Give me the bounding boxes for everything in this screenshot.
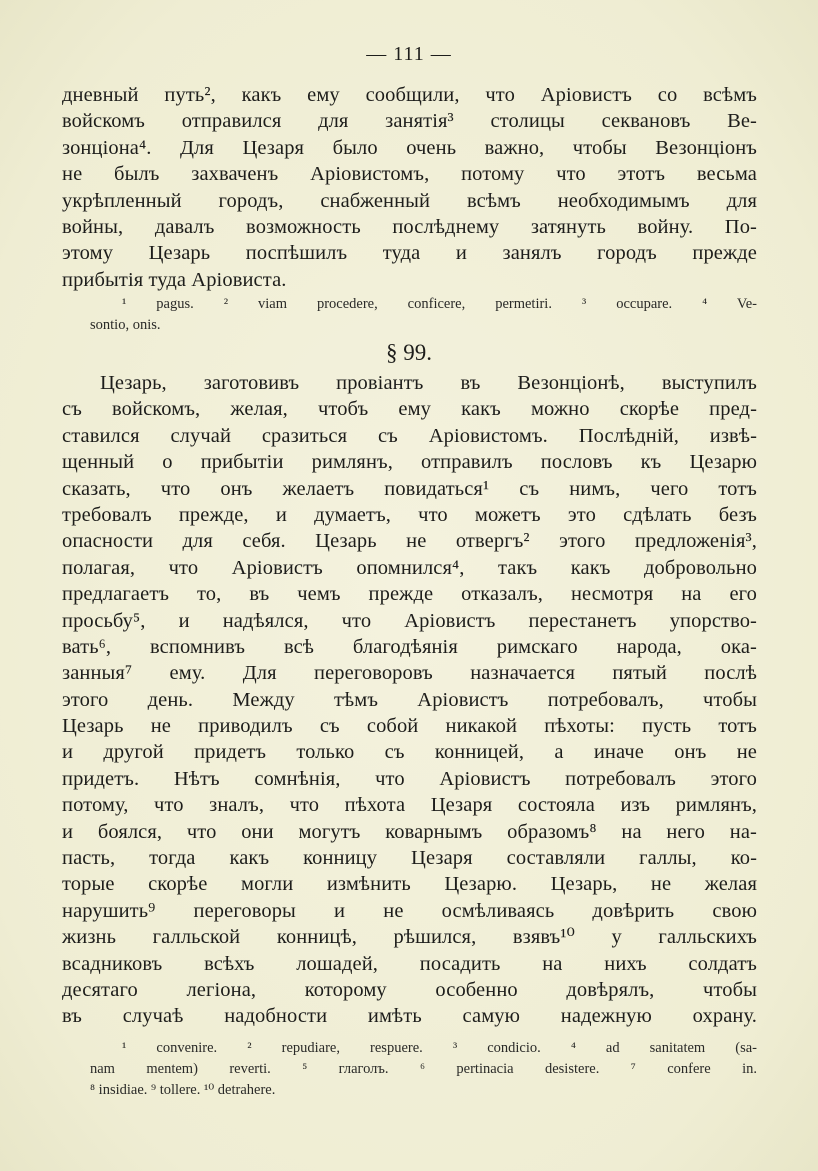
footnote-line: ⁸ insidiae. ⁹ tollere. ¹⁰ detrahere. [90, 1082, 276, 1098]
text-line: жизнь галльской конницѣ, рѣшился, взявъ¹⁰ у галльскихъ [62, 926, 757, 949]
text-line: опасности для себя. Цезарь не отвергъ² этого предложенія³, [62, 530, 757, 553]
text-line: сказать, что онъ желаетъ повидаться¹ съ нимъ, чего тотъ [62, 477, 757, 500]
text-line: просьбу⁵, и надѣялся, что Аріовистъ перестанетъ упорство- [62, 609, 757, 632]
text-line: войскомъ отправился для занятія³ столицы секвановъ Ве- [62, 110, 757, 133]
section-heading: § 99. [386, 340, 432, 365]
paragraph-1 [62, 82, 757, 293]
text-line: укрѣпленный городъ, снабженный всѣмъ необходимымъ для [62, 189, 757, 212]
text-line: Цезарь не приводилъ съ собой никакой пѣхоты: пусть тотъ [62, 715, 757, 738]
page-number: — 111 — [366, 43, 452, 65]
text-line: щенный о прибытіи римлянъ, отправилъ пословъ къ Цезарю [62, 451, 757, 474]
text-line: полагая, что Аріовистъ опомнился⁴, такъ какъ добровольно [62, 556, 757, 579]
text-line: всадниковъ всѣхъ лошадей, посадить на нихъ солдатъ [62, 952, 757, 975]
footnote-line: nam mentem) reverti. ⁵ глаголъ. ⁶ pertinacia desistere. ⁷ confere in. [90, 1061, 757, 1077]
text-line: Цезарь, заготовивъ провіантъ въ Везонціонѣ, выступилъ [100, 372, 757, 394]
paragraph-2 [62, 370, 757, 1030]
text-line: въ случаѣ надобности имѣть самую надежную охрану. [62, 1005, 757, 1028]
text-line: этого день. Между тѣмъ Аріовистъ потребовалъ, чтобы [62, 688, 757, 711]
text-line: пасть, тогда какъ конницу Цезаря составляли галлы, ко- [62, 847, 757, 870]
text-line: войны, давалъ возможность послѣднему затянуть войну. По- [62, 215, 757, 238]
footnote-line: ¹ pagus. ² viam procedere, conficere, permetiri. ³ occupare. ⁴ Ve- [122, 296, 757, 312]
text-line: занныя⁷ ему. Для переговоровъ назначается пятый послѣ [62, 662, 757, 685]
text-line: зонціона⁴. Для Цезаря было очень важно, чтобы Везонціонъ [62, 136, 757, 159]
text-line: требовалъ прежде, и думаетъ, что можетъ это сдѣлать безъ [62, 503, 757, 526]
footnote-line: ¹ convenire. ² repudiare, respuere. ³ condicio. ⁴ ad sanitatem (sa- [122, 1040, 757, 1056]
text-line: нарушить⁹ переговоры и не осмѣливаясь довѣрить свою [62, 899, 757, 922]
text-line: дневный путь², какъ ему сообщили, что Аріовистъ со всѣмъ [62, 84, 757, 106]
text-line: десятаго легіона, которому особенно довѣрялъ, чтобы [62, 978, 757, 1001]
text-line: и боялся, что они могутъ коварнымъ образомъ⁸ на него на- [62, 820, 757, 843]
text-line: прибытія туда Аріовиста. [62, 268, 287, 291]
text-line: предлагаетъ то, въ чемъ прежде отказалъ, несмотря на его [62, 583, 757, 606]
text-line: торые скорѣе могли измѣнить Цезарю. Цезарь, не желая [62, 873, 757, 896]
text-line: съ войскомъ, желая, чтобъ ему какъ можно скорѣе пред- [62, 398, 757, 421]
text-line: вать⁶, вспомнивъ всѣ благодѣянія римскаго народа, ока- [62, 635, 757, 658]
text-line: этому Цезарь поспѣшилъ туда и занялъ городъ прежде [62, 242, 757, 265]
text-line: не былъ захваченъ Аріовистомъ, потому что этотъ весьма [62, 163, 757, 186]
footnote-line: sontio, onis. [90, 317, 161, 333]
text-line: придетъ. Нѣтъ сомнѣнія, что Аріовистъ потребовалъ этого [62, 767, 757, 790]
text-line: ставился случай сразиться съ Аріовистомъ. Послѣдній, извѣ- [62, 424, 757, 447]
footnotes-1 [90, 294, 757, 336]
text-line: потому, что зналъ, что пѣхота Цезаря состояла изъ римлянъ, [62, 794, 757, 817]
text-line: и другой придетъ только съ конницей, а иначе онъ не [62, 741, 757, 764]
footnotes-2 [90, 1038, 757, 1101]
